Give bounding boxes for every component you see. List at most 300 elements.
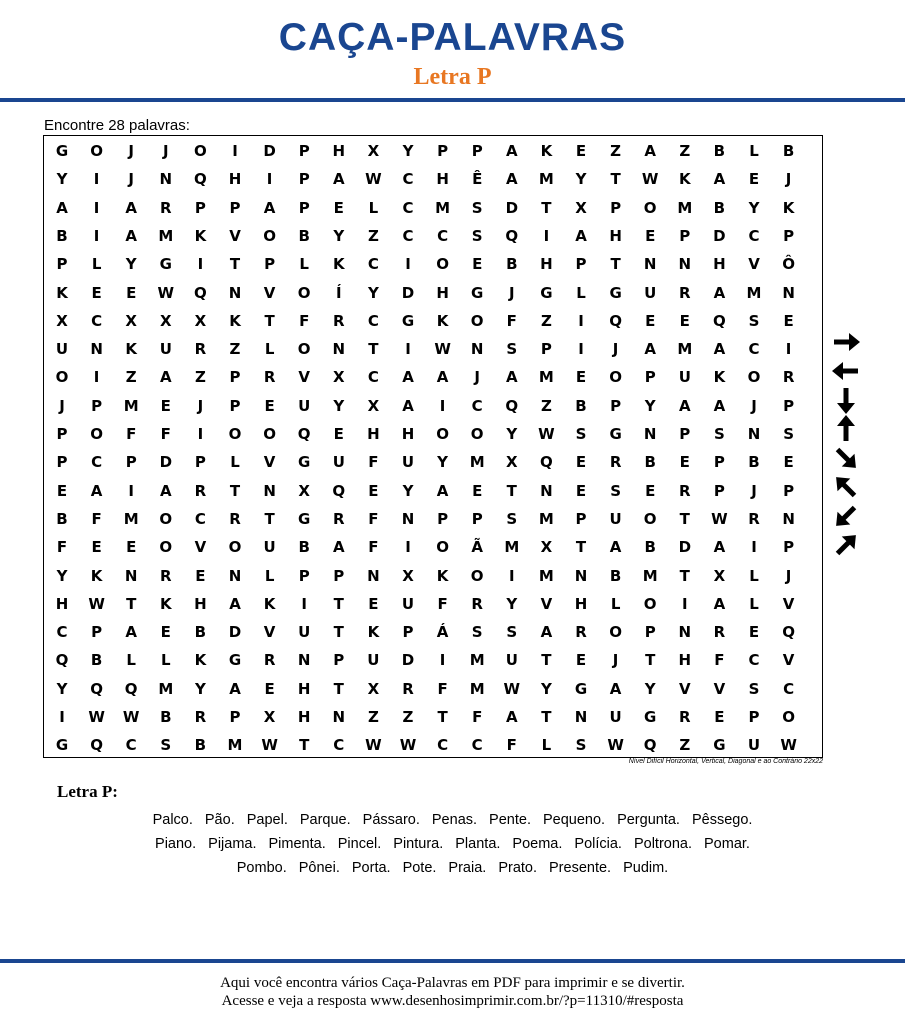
grid-cell[interactable]: W [780, 736, 797, 755]
grid-cell[interactable]: N [228, 566, 242, 585]
grid-cell[interactable]: P [471, 142, 483, 160]
grid-cell[interactable]: Y [56, 679, 68, 698]
grid-cell[interactable]: Q [194, 170, 207, 189]
grid-cell[interactable]: T [264, 509, 275, 528]
grid-cell[interactable]: A [332, 170, 345, 189]
grid-cell[interactable]: P [229, 708, 241, 726]
grid-cell[interactable]: P [783, 538, 795, 557]
grid-cell[interactable]: C [333, 736, 345, 755]
grid-cell[interactable]: J [785, 170, 792, 189]
grid-cell[interactable]: U [678, 368, 691, 387]
grid-cell[interactable]: E [783, 453, 794, 472]
grid-cell[interactable]: A [229, 679, 241, 698]
grid-cell[interactable]: L [749, 594, 759, 613]
grid-cell[interactable]: K [90, 566, 103, 585]
grid-cell[interactable]: C [402, 226, 414, 245]
grid-cell[interactable]: Z [229, 340, 241, 359]
grid-cell[interactable]: N [574, 566, 588, 585]
grid-cell[interactable]: O [263, 226, 276, 245]
grid-cell[interactable]: F [437, 679, 448, 698]
grid-cell[interactable]: P [437, 509, 449, 528]
grid-cell[interactable]: A [402, 396, 414, 415]
grid-cell[interactable]: Y [56, 170, 68, 189]
grid-cell[interactable]: R [194, 481, 207, 500]
grid-cell[interactable]: X [333, 368, 345, 387]
grid-cell[interactable]: I [93, 198, 100, 217]
grid-cell[interactable]: M [227, 736, 243, 755]
grid-cell[interactable]: G [159, 255, 172, 274]
grid-cell[interactable]: E [472, 481, 483, 500]
grid-cell[interactable]: R [194, 708, 207, 726]
grid-cell[interactable]: M [538, 509, 554, 528]
grid-cell[interactable]: E [472, 255, 483, 274]
grid-cell[interactable]: A [263, 198, 276, 217]
grid-cell[interactable]: E [264, 679, 275, 698]
grid-cell[interactable]: T [126, 594, 137, 613]
grid-cell[interactable]: E [575, 368, 587, 387]
grid-cell[interactable]: R [471, 594, 483, 613]
grid-cell[interactable]: T [368, 340, 379, 359]
grid-cell[interactable]: A [540, 623, 553, 642]
grid-cell[interactable]: R [748, 509, 760, 528]
grid-cell[interactable]: J [59, 396, 65, 415]
grid-cell[interactable]: H [332, 142, 346, 160]
grid-cell[interactable]: C [748, 226, 760, 245]
grid-cell[interactable]: S [506, 340, 518, 359]
grid-cell[interactable]: N [332, 340, 346, 359]
grid-cell[interactable]: K [159, 594, 172, 613]
grid-cell[interactable]: S [471, 226, 483, 245]
grid-cell[interactable]: V [194, 538, 207, 557]
grid-cell[interactable]: Z [679, 736, 691, 755]
grid-cell[interactable]: X [402, 566, 414, 585]
grid-cell[interactable]: G [609, 283, 622, 302]
grid-cell[interactable]: F [368, 538, 379, 557]
grid-cell[interactable]: W [122, 708, 140, 726]
grid-cell[interactable]: R [402, 679, 414, 698]
grid-cell[interactable]: I [93, 226, 100, 245]
grid-cell[interactable]: T [437, 708, 448, 726]
grid-cell[interactable]: O [747, 368, 761, 387]
grid-cell[interactable]: E [679, 311, 690, 330]
grid-cell[interactable]: L [576, 283, 586, 302]
grid-cell[interactable]: M [538, 368, 554, 387]
grid-cell[interactable]: C [471, 736, 483, 755]
grid-cell[interactable]: O [470, 566, 484, 585]
grid-cell[interactable]: R [160, 566, 172, 585]
grid-cell[interactable]: F [368, 509, 379, 528]
grid-cell[interactable]: Z [402, 708, 414, 726]
grid-cell[interactable]: H [297, 708, 311, 726]
grid-cell[interactable]: H [297, 679, 311, 698]
grid-cell[interactable]: S [471, 623, 483, 642]
grid-cell[interactable]: U [263, 538, 276, 557]
grid-cell[interactable]: L [299, 255, 309, 274]
grid-cell[interactable]: N [90, 340, 103, 359]
grid-cell[interactable]: A [713, 340, 726, 359]
grid-cell[interactable]: X [194, 311, 207, 330]
grid-cell[interactable]: I [509, 566, 515, 585]
grid-cell[interactable]: M [469, 651, 485, 670]
grid-cell[interactable]: O [90, 425, 103, 443]
grid-cell[interactable]: K [436, 566, 449, 585]
grid-cell[interactable]: J [163, 142, 169, 160]
grid-cell[interactable]: R [333, 311, 345, 330]
grid-cell[interactable]: G [609, 425, 622, 443]
grid-cell[interactable]: V [229, 226, 241, 245]
grid-cell[interactable]: N [540, 481, 553, 500]
grid-cell[interactable]: N [782, 509, 795, 528]
grid-cell[interactable]: M [504, 538, 520, 557]
grid-cell[interactable]: I [266, 170, 273, 189]
grid-cell[interactable]: K [56, 283, 68, 302]
grid-cell[interactable]: C [91, 453, 103, 472]
grid-cell[interactable]: E [783, 311, 794, 330]
grid-cell[interactable]: I [751, 538, 757, 557]
grid-cell[interactable]: I [439, 396, 446, 415]
grid-cell[interactable]: E [575, 453, 587, 472]
grid-cell[interactable]: Y [333, 396, 345, 415]
grid-cell[interactable]: I [197, 255, 204, 274]
grid-cell[interactable]: S [748, 679, 760, 698]
grid-cell[interactable]: M [746, 283, 762, 302]
grid-cell[interactable]: O [55, 368, 69, 387]
grid-cell[interactable]: A [229, 594, 241, 613]
grid-cell[interactable]: V [263, 453, 276, 472]
grid-cell[interactable]: F [56, 538, 68, 557]
grid-cell[interactable]: G [55, 142, 69, 160]
grid-cell[interactable]: I [439, 651, 446, 670]
grid-cell[interactable]: K [713, 368, 726, 387]
grid-cell[interactable]: Á [436, 623, 449, 642]
grid-cell[interactable]: X [367, 396, 380, 415]
grid-cell[interactable]: P [229, 368, 241, 387]
grid-cell[interactable]: A [332, 538, 345, 557]
grid-cell[interactable]: A [644, 142, 656, 160]
grid-cell[interactable]: O [643, 198, 657, 217]
grid-cell[interactable]: E [368, 481, 379, 500]
grid-cell[interactable]: Y [748, 198, 760, 217]
grid-cell[interactable]: E [368, 594, 379, 613]
grid-cell[interactable]: R [194, 340, 207, 359]
grid-cell[interactable]: G [574, 679, 588, 698]
grid-cell[interactable]: A [644, 340, 656, 359]
grid-cell[interactable]: X [298, 481, 310, 500]
grid-cell[interactable]: D [678, 538, 692, 557]
grid-cell[interactable]: N [782, 283, 795, 302]
grid-cell[interactable]: B [194, 623, 207, 642]
grid-cell[interactable]: Y [125, 255, 137, 274]
grid-cell[interactable]: Q [782, 623, 795, 642]
grid-cell[interactable]: W [538, 425, 555, 443]
grid-cell[interactable]: L [749, 566, 759, 585]
grid-cell[interactable]: I [578, 340, 584, 359]
grid-cell[interactable]: C [367, 368, 379, 387]
grid-cell[interactable]: E [714, 708, 725, 726]
grid-cell[interactable]: B [575, 396, 587, 415]
grid-cell[interactable]: Y [506, 425, 518, 443]
grid-cell[interactable]: J [785, 566, 792, 585]
grid-cell[interactable]: F [126, 425, 137, 443]
grid-cell[interactable]: E [748, 623, 760, 642]
grid-cell[interactable]: E [160, 396, 171, 415]
grid-cell[interactable]: X [713, 566, 726, 585]
grid-cell[interactable]: S [575, 736, 587, 755]
grid-cell[interactable]: F [472, 708, 483, 726]
grid-cell[interactable]: X [367, 142, 380, 160]
grid-cell[interactable]: X [160, 311, 172, 330]
grid-cell[interactable]: P [91, 623, 103, 642]
grid-cell[interactable]: K [782, 198, 795, 217]
grid-cell[interactable]: A [505, 170, 518, 189]
grid-cell[interactable]: S [610, 481, 621, 500]
grid-cell[interactable]: X [263, 708, 276, 726]
grid-cell[interactable]: E [679, 453, 690, 472]
grid-cell[interactable]: T [333, 679, 344, 698]
grid-cell[interactable]: H [228, 170, 242, 189]
grid-cell[interactable]: S [748, 311, 760, 330]
grid-cell[interactable]: U [332, 453, 345, 472]
grid-cell[interactable]: U [609, 509, 622, 528]
grid-cell[interactable]: Q [297, 425, 311, 443]
grid-cell[interactable]: I [93, 368, 100, 387]
grid-cell[interactable]: X [367, 679, 380, 698]
grid-cell[interactable]: A [505, 708, 518, 726]
grid-cell[interactable]: R [229, 509, 241, 528]
grid-cell[interactable]: O [436, 538, 449, 557]
grid-cell[interactable]: A [713, 594, 726, 613]
grid-cell[interactable]: X [575, 198, 587, 217]
grid-cell[interactable]: Z [679, 142, 691, 160]
grid-cell[interactable]: E [645, 481, 656, 500]
grid-cell[interactable]: B [644, 538, 656, 557]
grid-cell[interactable]: R [575, 623, 587, 642]
grid-cell[interactable]: K [229, 311, 241, 330]
grid-cell[interactable]: P [298, 566, 310, 585]
grid-cell[interactable]: A [125, 198, 137, 217]
grid-cell[interactable]: C [471, 396, 483, 415]
grid-cell[interactable]: O [643, 509, 657, 528]
grid-cell[interactable]: A [713, 396, 726, 415]
grid-cell[interactable]: M [538, 566, 554, 585]
grid-cell[interactable]: F [299, 311, 310, 330]
grid-cell[interactable]: P [194, 453, 206, 472]
grid-cell[interactable]: U [298, 623, 311, 642]
grid-cell[interactable]: I [232, 142, 238, 160]
grid-cell[interactable]: Z [367, 226, 379, 245]
grid-cell[interactable]: P [229, 396, 241, 415]
grid-cell[interactable]: U [644, 283, 657, 302]
grid-cell[interactable]: N [678, 623, 692, 642]
grid-cell[interactable]: R [263, 368, 276, 387]
grid-cell[interactable]: B [644, 453, 656, 472]
grid-cell[interactable]: D [228, 623, 242, 642]
grid-cell[interactable]: A [125, 623, 137, 642]
grid-cell[interactable]: K [125, 340, 137, 359]
grid-cell[interactable]: N [367, 566, 380, 585]
grid-cell[interactable]: B [298, 226, 310, 245]
grid-cell[interactable]: X [540, 538, 553, 557]
grid-cell[interactable]: H [401, 425, 415, 443]
grid-cell[interactable]: Ê [472, 170, 483, 189]
grid-cell[interactable]: G [644, 708, 657, 726]
grid-cell[interactable]: Y [333, 226, 345, 245]
grid-cell[interactable]: H [436, 170, 449, 189]
grid-cell[interactable]: C [437, 226, 449, 245]
grid-cell[interactable]: J [751, 396, 757, 415]
grid-cell[interactable]: G [298, 509, 311, 528]
grid-cell[interactable]: U [609, 708, 622, 726]
grid-cell[interactable]: A [436, 368, 449, 387]
grid-cell[interactable]: D [505, 198, 519, 217]
grid-cell[interactable]: Ã [471, 538, 483, 557]
grid-cell[interactable]: R [713, 623, 726, 642]
grid-cell[interactable]: Q [540, 453, 553, 472]
grid-cell[interactable]: S [471, 198, 483, 217]
grid-cell[interactable]: O [297, 283, 311, 302]
grid-cell[interactable]: R [609, 453, 622, 472]
grid-cell[interactable]: R [679, 708, 691, 726]
grid-cell[interactable]: Z [540, 311, 552, 330]
grid-cell[interactable]: D [263, 142, 276, 160]
grid-cell[interactable]: R [263, 651, 276, 670]
grid-cell[interactable]: C [367, 255, 379, 274]
grid-cell[interactable]: U [401, 594, 415, 613]
grid-cell[interactable]: L [749, 142, 759, 160]
grid-cell[interactable]: J [612, 651, 619, 670]
grid-cell[interactable]: F [91, 509, 102, 528]
grid-cell[interactable]: W [365, 170, 382, 189]
grid-cell[interactable]: O [470, 311, 484, 330]
grid-cell[interactable]: E [645, 311, 656, 330]
grid-cell[interactable]: V [540, 594, 553, 613]
grid-cell[interactable]: Z [367, 708, 379, 726]
grid-cell[interactable]: V [263, 623, 276, 642]
grid-cell[interactable]: I [405, 340, 411, 359]
grid-cell[interactable]: T [229, 255, 241, 274]
grid-cell[interactable]: A [90, 481, 103, 500]
grid-cell[interactable]: N [747, 425, 761, 443]
grid-cell[interactable]: E [575, 142, 587, 160]
grid-cell[interactable]: Q [505, 226, 519, 245]
grid-cell[interactable]: E [333, 198, 344, 217]
grid-cell[interactable]: U [747, 736, 761, 755]
grid-cell[interactable]: E [575, 651, 587, 670]
grid-cell[interactable]: U [55, 340, 69, 359]
grid-cell[interactable]: N [470, 340, 484, 359]
grid-cell[interactable]: V [782, 594, 795, 613]
grid-cell[interactable]: X [125, 311, 137, 330]
grid-cell[interactable]: S [575, 425, 587, 443]
grid-cell[interactable]: K [263, 594, 276, 613]
grid-cell[interactable]: P [125, 453, 137, 472]
grid-cell[interactable]: P [264, 255, 276, 274]
grid-cell[interactable]: B [748, 453, 760, 472]
grid-cell[interactable]: P [333, 651, 345, 670]
grid-cell[interactable]: K [436, 311, 449, 330]
grid-cell[interactable]: F [506, 311, 517, 330]
grid-cell[interactable]: U [401, 453, 415, 472]
grid-cell[interactable]: Q [505, 396, 519, 415]
grid-cell[interactable]: O [297, 340, 311, 359]
grid-cell[interactable]: G [540, 283, 553, 302]
grid-cell[interactable]: A [159, 368, 172, 387]
grid-cell[interactable]: P [298, 142, 310, 160]
grid-cell[interactable]: Q [643, 736, 657, 755]
grid-cell[interactable]: Q [55, 651, 69, 670]
grid-cell[interactable]: D [159, 453, 173, 472]
grid-cell[interactable]: C [437, 736, 449, 755]
grid-cell[interactable]: P [610, 396, 622, 415]
grid-cell[interactable]: Q [332, 481, 346, 500]
grid-cell[interactable]: H [540, 255, 553, 274]
grid-cell[interactable]: P [333, 566, 345, 585]
grid-cell[interactable]: N [643, 255, 657, 274]
grid-cell[interactable]: J [128, 142, 134, 160]
grid-cell[interactable]: I [59, 708, 65, 726]
grid-cell[interactable]: A [575, 226, 587, 245]
grid-cell[interactable]: O [609, 368, 622, 387]
grid-cell[interactable]: Y [540, 679, 552, 698]
grid-cell[interactable]: N [332, 708, 346, 726]
grid-cell[interactable]: L [610, 594, 621, 613]
grid-cell[interactable]: J [474, 368, 480, 387]
grid-cell[interactable]: M [158, 226, 174, 245]
grid-cell[interactable]: A [436, 481, 449, 500]
grid-cell[interactable]: Z [125, 368, 137, 387]
grid-cell[interactable]: T [575, 538, 587, 557]
grid-cell[interactable]: B [713, 198, 726, 217]
grid-cell[interactable]: E [645, 226, 656, 245]
grid-cell[interactable]: T [610, 255, 621, 274]
grid-cell[interactable]: O [159, 538, 173, 557]
grid-cell[interactable]: R [679, 283, 691, 302]
grid-cell[interactable]: H [436, 283, 449, 302]
grid-cell[interactable]: W [434, 340, 451, 359]
grid-cell[interactable]: O [228, 425, 242, 443]
grid-cell[interactable]: E [126, 538, 137, 557]
grid-cell[interactable]: P [783, 226, 795, 245]
grid-cell[interactable]: E [575, 481, 587, 500]
grid-cell[interactable]: L [264, 566, 275, 585]
grid-cell[interactable]: E [91, 283, 102, 302]
grid-cell[interactable]: I [405, 538, 411, 557]
grid-cell[interactable]: V [748, 255, 760, 274]
grid-cell[interactable]: P [575, 255, 587, 274]
grid-cell[interactable]: G [471, 283, 484, 302]
grid-cell[interactable]: Q [90, 679, 103, 698]
grid-cell[interactable]: H [194, 594, 207, 613]
grid-cell[interactable]: I [301, 594, 307, 613]
grid-cell[interactable]: P [713, 481, 725, 500]
grid-cell[interactable]: W [88, 594, 105, 613]
grid-cell[interactable]: T [541, 651, 552, 670]
grid-cell[interactable]: M [538, 170, 554, 189]
grid-cell[interactable]: C [125, 736, 137, 755]
grid-cell[interactable]: N [263, 481, 276, 500]
grid-cell[interactable]: T [541, 198, 552, 217]
grid-cell[interactable]: Y [506, 594, 518, 613]
grid-cell[interactable]: Y [644, 679, 656, 698]
grid-cell[interactable]: B [160, 708, 172, 726]
grid-cell[interactable]: P [56, 255, 68, 274]
grid-cell[interactable]: P [91, 396, 103, 415]
grid-cell[interactable]: L [91, 255, 102, 274]
grid-cell[interactable]: B [609, 566, 622, 585]
grid-cell[interactable]: T [679, 566, 690, 585]
grid-cell[interactable]: N [124, 566, 138, 585]
grid-cell[interactable]: P [748, 708, 760, 726]
